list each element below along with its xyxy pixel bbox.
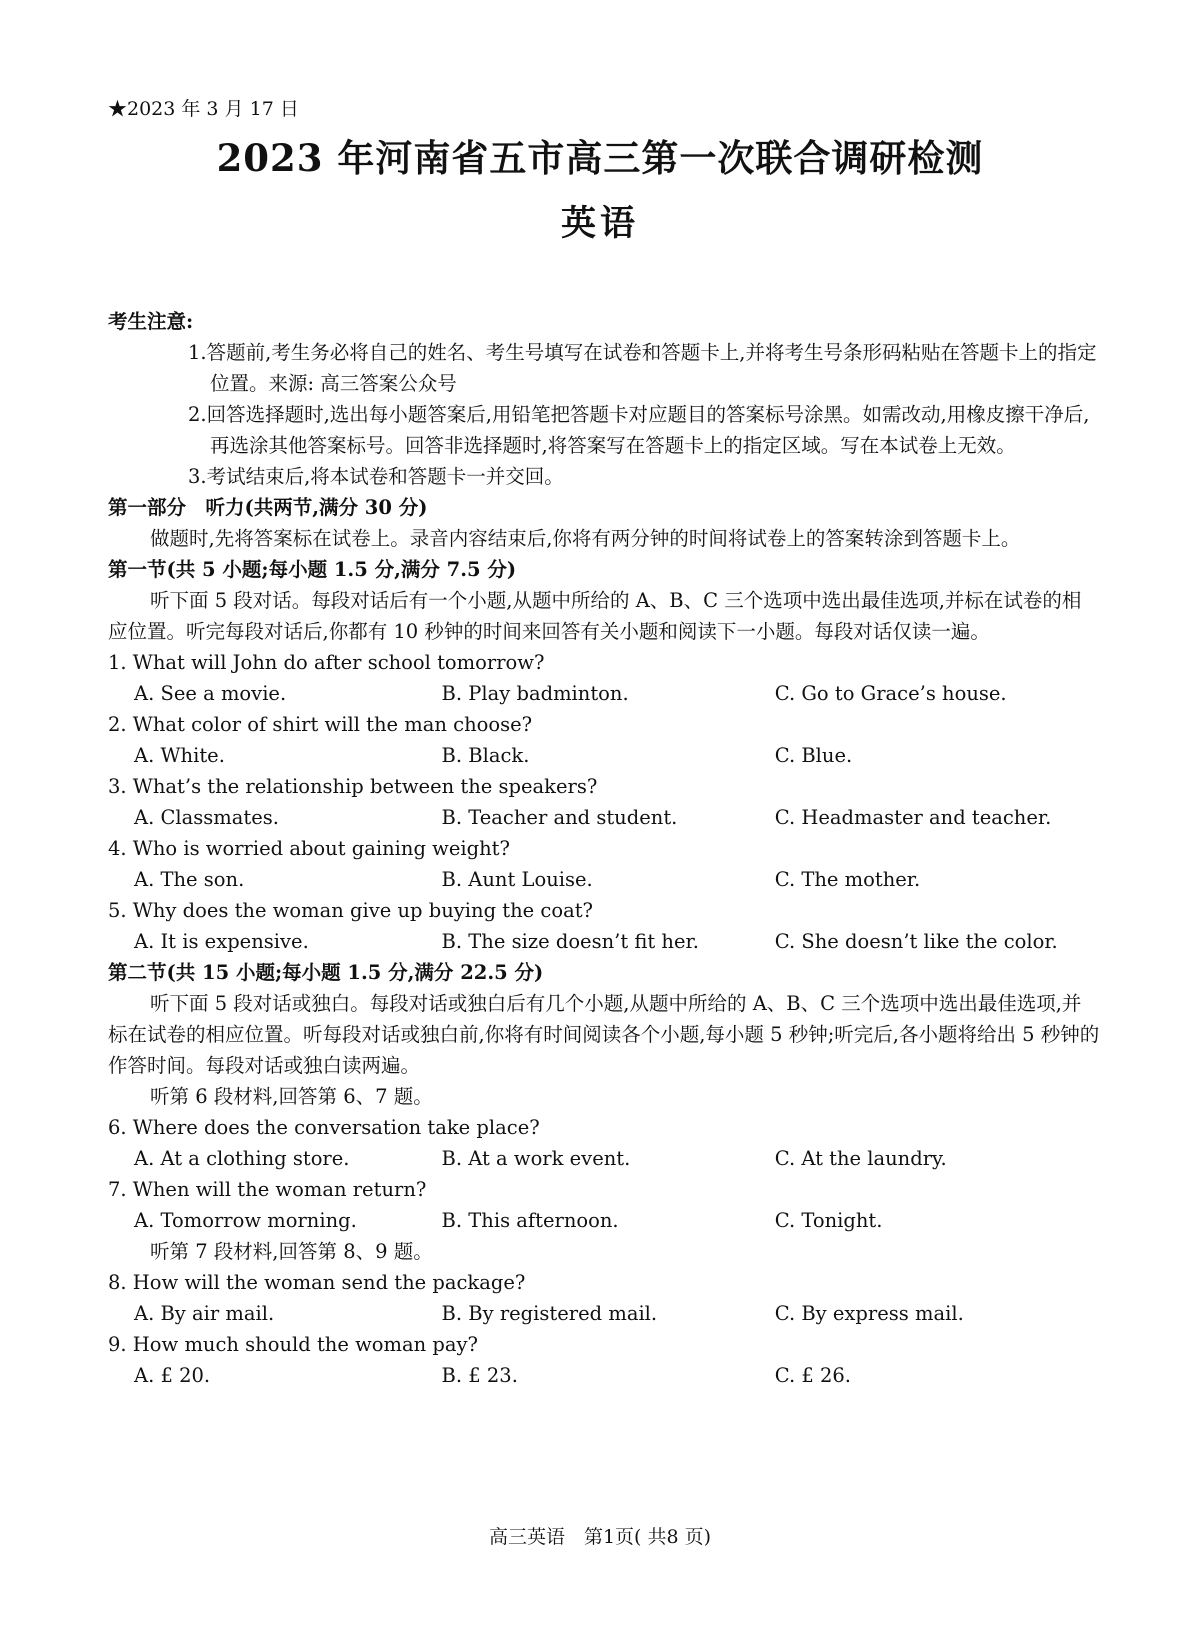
section2-heading: 第二节(共 15 小题;每小题 1.5 分,满分 22.5 分) xyxy=(108,961,544,984)
option-a: A. See a movie. xyxy=(134,682,287,705)
option-a: A. Tomorrow morning. xyxy=(134,1209,357,1232)
exam-date: ★2023 年 3 月 17 日 xyxy=(108,98,299,120)
question-text: 4. Who is worried about gaining weight? xyxy=(108,837,510,860)
section1-intro: 听下面 5 段对话。每段对话后有一个小题,从题中所给的 A、B、C 三个选项中选出最佳选项,并标在试卷的相应位置。听完每段对话后,你都有 10 秒钟的时间来回答有关小题和阅读下一小题。每段对话仅读一遍。 xyxy=(108,589,1082,643)
question-text: 7. When will the woman return? xyxy=(108,1178,427,1201)
question-2 xyxy=(108,709,1100,771)
question-9 xyxy=(108,1329,1100,1391)
question-text: 5. Why does the woman give up buying the coat? xyxy=(108,899,593,922)
option-a: A. At a clothing store. xyxy=(134,1147,350,1170)
question-8 xyxy=(108,1267,1100,1329)
exam-title: 2023 年河南省五市高三第一次联合调研检测 xyxy=(216,136,984,180)
option-c: C. She doesn’t like the color. xyxy=(774,930,1058,953)
section1-heading: 第一节(共 5 小题;每小题 1.5 分,满分 7.5 分) xyxy=(108,558,517,581)
question-options xyxy=(108,1143,1100,1174)
question-text: 3. What’s the relationship between the speakers? xyxy=(108,775,598,798)
question-options xyxy=(108,1360,1100,1391)
notice-item-3: 3.考试结束后,将本试卷和答题卡一并交回。 xyxy=(188,465,564,488)
option-c: C. £ 26. xyxy=(774,1364,851,1387)
material-7-note: 听第 7 段材料,回答第 8、9 题。 xyxy=(150,1240,433,1263)
option-b: B. Teacher and student. xyxy=(441,806,678,829)
option-b: B. Play badminton. xyxy=(441,682,629,705)
option-b: B. Black. xyxy=(441,744,530,767)
notice-item-2: 2.回答选择题时,选出每小题答案后,用铅笔把答题卡对应题目的答案标号涂黑。如需改动,用橡皮擦干净后,再选涂其他答案标号。回答非选择题时,将答案写在答题卡上的指定区域。写在本试卷上无效。 xyxy=(188,403,1090,457)
question-text: 8. How will the woman send the package? xyxy=(108,1271,526,1294)
option-c: C. Go to Grace’s house. xyxy=(774,682,1007,705)
question-options xyxy=(108,1298,1100,1329)
option-a: A. £ 20. xyxy=(134,1364,211,1387)
option-c: C. Headmaster and teacher. xyxy=(774,806,1052,829)
option-b: B. The size doesn’t fit her. xyxy=(441,930,699,953)
page-footer: 高三英语 第1页( 共8 页) xyxy=(488,1526,712,1548)
option-c: C. Tonight. xyxy=(774,1209,883,1232)
part1-heading: 第一部分 听力(共两节,满分 30 分) xyxy=(108,496,428,519)
question-7 xyxy=(108,1174,1100,1236)
question-options xyxy=(108,802,1100,833)
option-a: A. It is expensive. xyxy=(134,930,309,953)
option-c: C. Blue. xyxy=(774,744,853,767)
question-text: 2. What color of shirt will the man choose? xyxy=(108,713,533,736)
option-b: B. This afternoon. xyxy=(441,1209,619,1232)
question-4 xyxy=(108,833,1100,895)
option-b: B. At a work event. xyxy=(441,1147,631,1170)
question-options xyxy=(108,1205,1100,1236)
notice-heading: 考生注意: xyxy=(108,310,194,333)
subject-title: 英语 xyxy=(560,203,639,244)
question-options xyxy=(108,740,1100,771)
part1-intro: 做题时,先将答案标在试卷上。录音内容结束后,你将有两分钟的时间将试卷上的答案转涂到答题卡上。 xyxy=(150,527,1021,550)
exam-body xyxy=(108,306,1100,1391)
question-text: 6. Where does the conversation take place? xyxy=(108,1116,540,1139)
material-6-note: 听第 6 段材料,回答第 6、7 题。 xyxy=(150,1085,433,1108)
question-options xyxy=(108,926,1100,957)
option-b: B. By registered mail. xyxy=(441,1302,658,1325)
option-a: A. The son. xyxy=(134,868,245,891)
question-3 xyxy=(108,771,1100,833)
option-c: C. By express mail. xyxy=(774,1302,964,1325)
notice-item-1: 1.答题前,考生务必将自己的姓名、考生号填写在试卷和答题卡上,并将考生号条形码粘贴在答题卡上的指定位置。来源: 高三答案公众号 xyxy=(188,341,1097,395)
option-c: C. The mother. xyxy=(774,868,921,891)
question-options xyxy=(108,678,1100,709)
section2-intro: 听下面 5 段对话或独白。每段对话或独白后有几个小题,从题中所给的 A、B、C 三个选项中选出最佳选项,并标在试卷的相应位置。听每段对话或独白前,你将有时间阅读各个小题,每小题 5 秒钟;听完后,各小题将给出 5 秒钟的作答时间。每段对话或独白读两遍。 xyxy=(108,992,1100,1077)
option-a: A. By air mail. xyxy=(134,1302,275,1325)
option-a: A. Classmates. xyxy=(134,806,279,829)
question-options xyxy=(108,864,1100,895)
option-b: B. £ 23. xyxy=(441,1364,518,1387)
question-text: 1. What will John do after school tomorrow? xyxy=(108,651,545,674)
option-a: A. White. xyxy=(134,744,225,767)
question-5 xyxy=(108,895,1100,957)
question-6 xyxy=(108,1112,1100,1174)
question-1 xyxy=(108,647,1100,709)
option-c: C. At the laundry. xyxy=(774,1147,947,1170)
option-b: B. Aunt Louise. xyxy=(441,868,593,891)
question-text: 9. How much should the woman pay? xyxy=(108,1333,478,1356)
